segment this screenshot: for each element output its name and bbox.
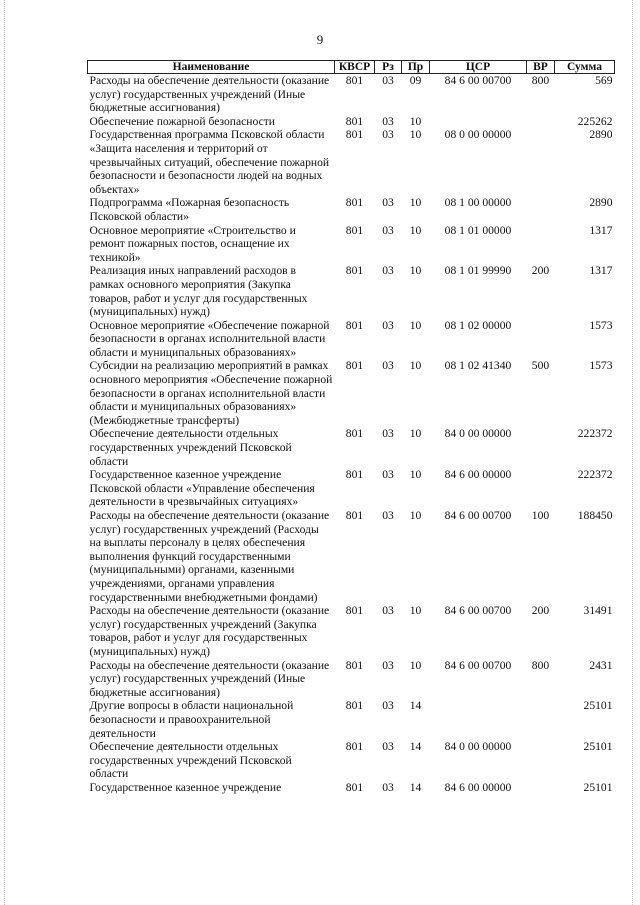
cell-pr: 10 [409,318,422,332]
cell-pr: 10 [409,196,422,210]
cell-rz: 03 [382,359,394,373]
cell-name: Обеспечение пожарной безопасности [89,114,276,128]
cell-csr: 08 1 00 00000 [444,196,512,210]
cell-rz: 03 [382,128,394,142]
cell-sum: 25101 [583,699,613,713]
cell-pr: 10 [409,359,422,373]
cell-kvsr: 801 [345,359,364,373]
cell-csr: 84 0 00 00000 [444,740,512,754]
cell-pr: 10 [409,658,422,672]
cell-kvsr: 801 [345,509,364,522]
cell-vr [527,781,555,795]
cell-rz: 03 [382,658,394,672]
cell-csr: 84 6 00 00700 [444,604,512,618]
cell-kvsr: 801 [345,196,364,210]
cell-pr: 10 [409,509,422,522]
table-row [88,128,615,196]
cell-csr: 84 6 00 00700 [444,74,512,87]
cell-vr [527,699,555,740]
header-pr: Пр [402,61,430,74]
header-kvsr: КВСР [335,61,375,74]
cell-rz: 03 [382,114,394,128]
table-body [88,74,615,795]
cell-sum: 188450 [577,509,613,522]
cell-pr: 10 [409,114,422,128]
cell-sum: 1317 [589,264,613,278]
cell-kvsr: 801 [345,468,364,482]
cell-name: Государственное казенное учреждение [89,780,282,794]
cell-vr: 800 [531,74,550,87]
cell-csr: 84 6 00 00000 [444,468,512,482]
cell-rz: 03 [382,780,394,794]
cell-sum: 2431 [589,658,613,672]
cell-rz: 03 [382,509,394,522]
cell-pr: 14 [409,780,422,794]
cell-pr: 10 [409,468,422,482]
cell-rz: 03 [382,223,394,237]
table-row [88,699,615,740]
cell-pr: 09 [409,74,422,87]
cell-kvsr: 801 [345,604,364,618]
cell-sum: 225262 [577,114,613,128]
header-name: Наименование [88,61,335,74]
cell-kvsr: 801 [345,699,364,713]
cell-csr: 08 0 00 00000 [444,128,512,142]
cell-vr: 100 [531,509,550,522]
cell-kvsr: 801 [345,264,364,278]
header-csr: ЦСР [430,61,527,74]
table-row [88,74,615,115]
cell-sum: 222372 [577,468,613,482]
cell-vr: 200 [531,604,550,618]
header-rz: Рз [375,61,402,74]
cell-kvsr: 801 [345,128,364,142]
cell-csr: 84 6 00 00000 [444,780,512,794]
cell-name: Государственная программа Псковской области «Защита населения и территорий от чрезвычайных ситуаций, обеспечение пожарной безопасности и безопасности людей на водных объектах» [89,128,330,196]
table-header [88,61,615,74]
table-row [88,264,615,318]
cell-name: Другие вопросы в области национальной безопасности и правоохранительной деятельности [89,699,294,740]
cell-kvsr: 801 [345,427,364,441]
cell-vr: 500 [531,359,550,373]
cell-pr: 10 [409,604,422,618]
cell-kvsr: 801 [345,223,364,237]
table-row [88,781,615,795]
cell-csr: 84 6 00 00700 [444,509,512,522]
cell-csr: 08 1 02 00000 [444,318,512,332]
table-row [88,740,615,781]
cell-name: Субсидии на реализацию мероприятий в рамках основного мероприятия «Обеспечение пожарной безопасности в органах исполнительной власти области и муниципальных образованиях» (Межбюджетные трансферты) [89,359,333,427]
cell-rz: 03 [382,740,394,754]
cell-kvsr: 801 [345,74,364,87]
budget-table [87,60,615,794]
cell-pr: 14 [409,699,422,713]
header-sum: Сумма [555,61,615,74]
cell-kvsr: 801 [345,740,364,754]
header-vr: ВР [527,61,555,74]
cell-pr: 10 [409,264,422,278]
cell-rz: 03 [382,604,394,618]
cell-csr [430,115,527,129]
table-row [88,196,615,223]
table-row [88,659,615,700]
cell-vr [527,128,555,196]
cell-csr: 08 1 01 00000 [444,223,512,237]
cell-vr [527,224,555,265]
cell-csr: 08 1 02 41340 [444,359,512,373]
cell-sum: 25101 [583,780,613,794]
cell-csr: 84 6 00 00700 [444,658,512,672]
cell-kvsr: 801 [345,114,364,128]
cell-name: Подпрограмма «Пожарная безопасность Псковской области» [89,196,290,223]
cell-rz: 03 [382,196,394,210]
cell-name: Реализация иных направлений расходов в рамках основного мероприятия (Закупка товаров, работ и услуг для государственных (муниципальных) нужд) [89,264,308,319]
cell-vr [527,427,555,468]
cell-name: Расходы на обеспечение деятельности (оказание услуг) государственных учреждений (Иные бюджетные ассигнования) [89,658,330,699]
cell-rz: 03 [382,318,394,332]
table-row [88,115,615,129]
cell-name: Расходы на обеспечение деятельности (оказание услуг) государственных учреждений (Закупка товаров, работ и услуг для государственных (муниципальных) нужд) [89,604,330,658]
cell-name: Расходы на обеспечение деятельности (оказание услуг) государственных учреждений (Расходы на выплаты персоналу в целях обеспечения выполнения функций государственными (муниципальными) органами, казенными учреждениями, органами управления государственными внебюджетными фондами) [89,509,330,604]
scan-edge-right [632,0,634,905]
cell-rz: 03 [382,468,394,482]
cell-rz: 03 [382,74,394,87]
cell-name: Расходы на обеспечение деятельности (оказание услуг) государственных учреждений (Иные бюджетные ассигнования) [89,74,330,115]
table-row [88,427,615,468]
table-row [88,224,615,265]
cell-vr [527,740,555,781]
cell-kvsr: 801 [345,780,364,794]
cell-sum: 1317 [589,223,613,237]
cell-csr [430,699,527,740]
cell-pr: 10 [409,427,422,441]
table-row [88,319,615,360]
cell-kvsr: 801 [345,658,364,672]
cell-pr: 10 [409,223,422,237]
scan-edge-left [4,0,6,905]
cell-name: Основное мероприятие «Обеспечение пожарной безопасности в органах исполнительной власти области и муниципальных образованиях» [89,318,330,359]
cell-name: Основное мероприятие «Строительство и ремонт пожарных постов, оснащение их техникой» [89,223,296,264]
cell-pr: 14 [409,740,422,754]
page-number: 9 [316,32,324,47]
cell-name: Обеспечение деятельности отдельных государственных учреждений Псковской области [89,427,292,468]
cell-name: Государственное казенное учреждение Псковской области «Управление обеспечения деятельности в чрезвычайных ситуациях» [89,468,315,509]
cell-sum: 569 [595,74,613,87]
cell-sum: 1573 [589,318,613,332]
cell-sum: 2890 [589,196,613,210]
cell-vr [527,468,555,509]
cell-vr [527,115,555,129]
cell-sum: 31491 [583,604,613,618]
cell-sum: 222372 [577,427,613,441]
cell-name: Обеспечение деятельности отдельных государственных учреждений Псковской области [89,740,292,781]
cell-kvsr: 801 [345,318,364,332]
table-row [88,468,615,509]
cell-vr: 200 [531,264,550,278]
cell-rz: 03 [382,699,394,713]
table-row [88,604,615,658]
cell-sum: 1573 [589,359,613,373]
cell-csr: 08 1 01 99990 [444,264,512,278]
cell-rz: 03 [382,264,394,278]
cell-sum: 2890 [589,128,613,142]
cell-pr: 10 [409,128,422,142]
cell-vr [527,196,555,223]
cell-vr [527,319,555,360]
table-row [88,359,615,427]
table-row [88,509,615,604]
cell-sum: 25101 [583,740,613,754]
cell-vr: 800 [531,658,550,672]
cell-csr: 84 0 00 00000 [444,427,512,441]
cell-rz: 03 [382,427,394,441]
